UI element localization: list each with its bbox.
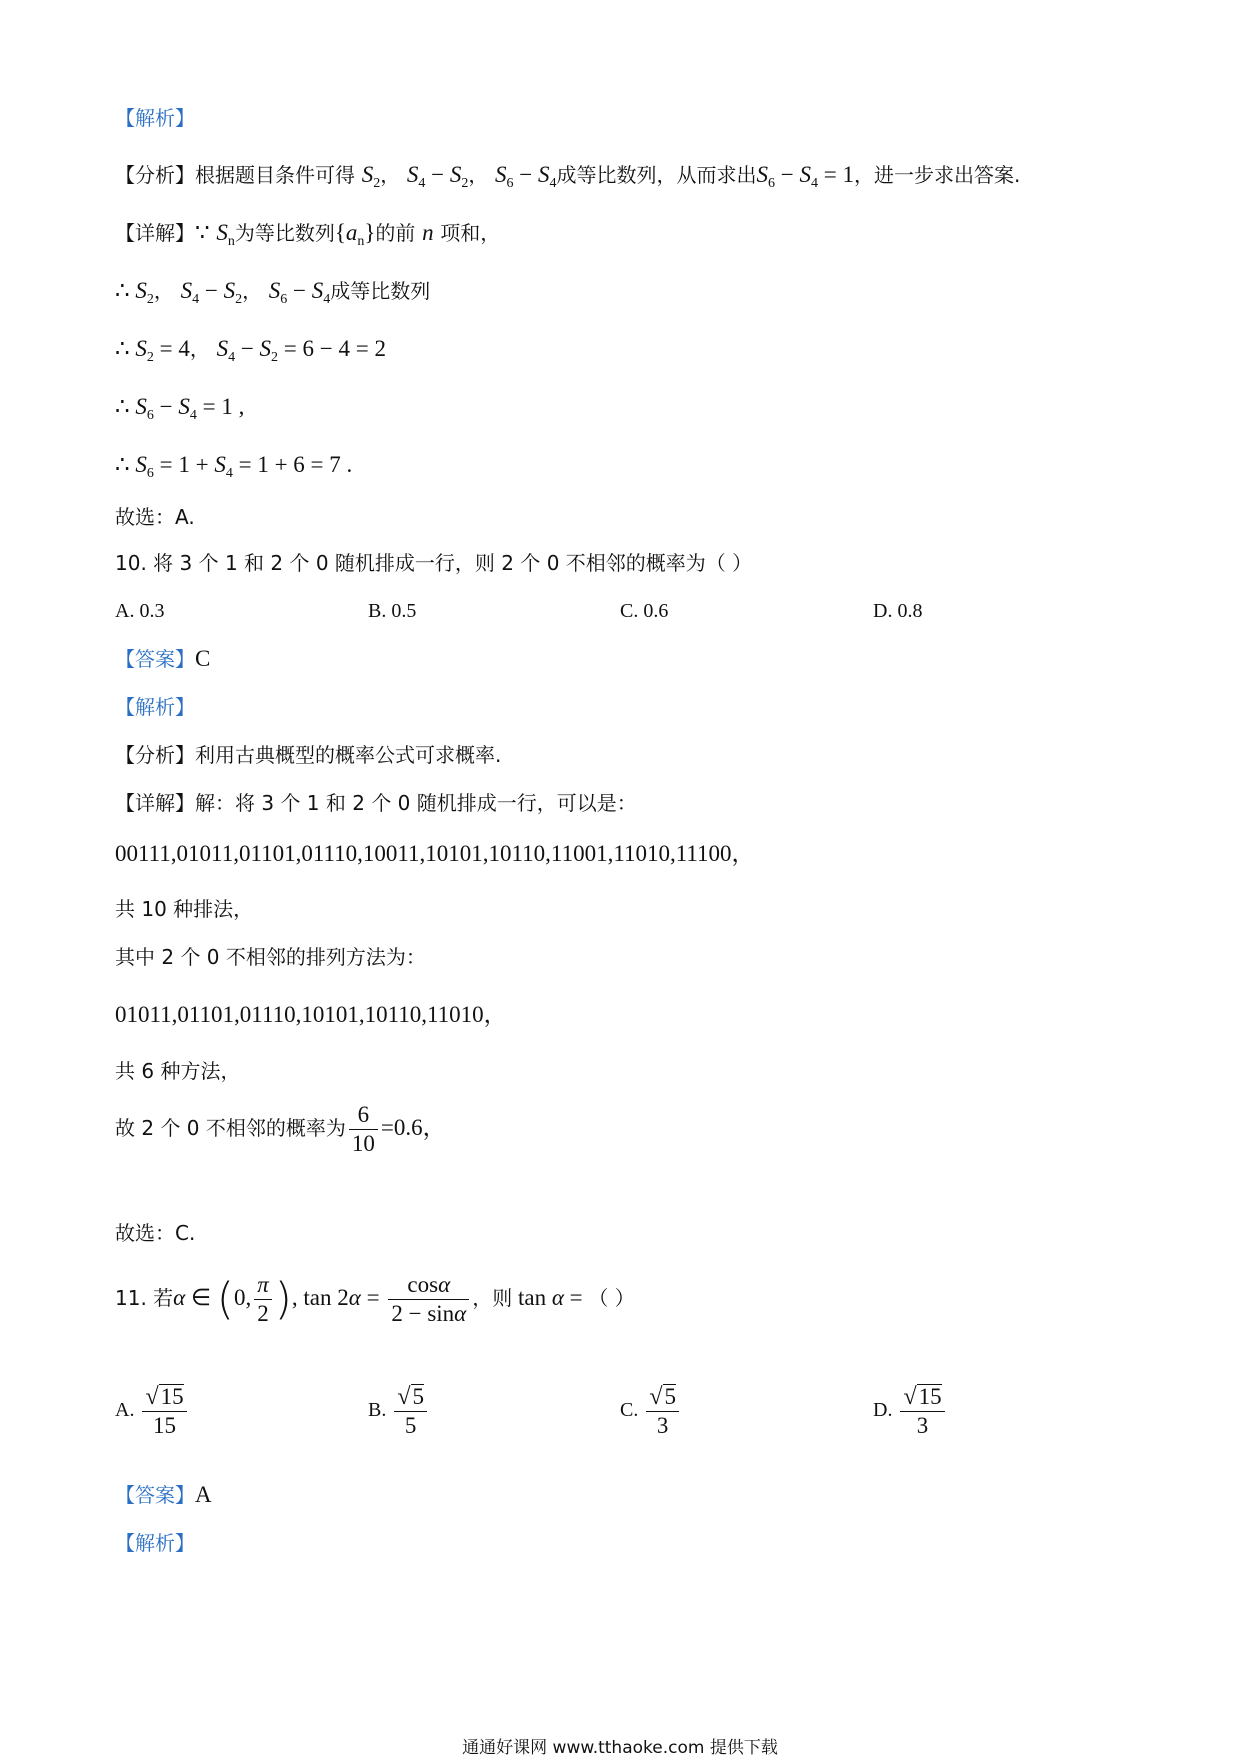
xiangjie-text-2: 为等比数列 — [234, 221, 335, 245]
prob-num: 6 — [357, 1102, 370, 1127]
q11-option-a-den: 15 — [142, 1411, 186, 1440]
q10-list-good: 01011,01101,01110,10101,10110,11010， — [115, 1002, 507, 1027]
q11-option-d-rad: 15 — [918, 1383, 942, 1409]
step-1-text: 成等比数列 — [330, 279, 431, 303]
q10-total: 共 10 种排法， — [115, 897, 254, 921]
q11-option-c-label: C. — [620, 1399, 639, 1421]
fenxi-text-2: 成等比数列，从而求出 — [556, 163, 757, 187]
q11-option-d-label: D. — [873, 1399, 893, 1421]
q9-step-2: ∴ $S_2 = 4$， $S_4 - S_2 = 6 - 4 = 2$ — [115, 336, 386, 365]
prob-value: =0.6， — [380, 1115, 446, 1140]
q9-step-1: ∴ $S_2$， $S_4 - S_2$， $S_6 - S_4$成等比数列 — [115, 278, 431, 307]
q11-option-a-rad: 15 — [160, 1383, 184, 1409]
daan-tag: 【答案】 — [115, 1483, 195, 1507]
jiexi-heading-3 — [115, 1528, 195, 1558]
fenxi-tag: 【分析】 — [115, 163, 195, 187]
daan-tag: 【答案】 — [115, 647, 195, 671]
fenxi-text-3: ，进一步求出答案. — [854, 163, 1021, 187]
q11-option-a-label: A. — [115, 1399, 135, 1421]
prob-den: 10 — [349, 1129, 378, 1158]
q11-option-b-den: 5 — [394, 1411, 427, 1440]
q10-good-count: 共 6 种方法， — [115, 1059, 241, 1083]
fenxi-text: 根据题目条件可得 — [195, 163, 355, 187]
q10-option-c: C. 0.6 — [620, 600, 669, 622]
q11-blank: （ ） — [588, 1286, 635, 1310]
q11-option-c: C. $\frac{√5}{3}$ — [620, 1380, 682, 1440]
xiangjie-tag: 【详解】 — [115, 791, 195, 815]
q10-conclusion: 故选：C. — [115, 1221, 196, 1245]
q11-ask: ，则 — [472, 1286, 513, 1310]
q9-fenxi: 【分析】根据题目条件可得 $S_2$， $S_4 - S_2$， $S_6 - S_4$成等比数列，从而求出$S_6 - S_4 = 1$，进一步求出答案. — [115, 162, 1021, 191]
xiangjie-tag: 【详解】 — [115, 221, 195, 245]
q11-option-c-rad: 5 — [664, 1383, 677, 1409]
q11-option-d: D. $\frac{√15}{3}$ — [873, 1380, 948, 1440]
jiexi-tag: 【解析】 — [115, 695, 195, 719]
q10-probability — [115, 1098, 446, 1158]
q10-xiangjie — [115, 788, 637, 818]
prob-fraction — [349, 1101, 378, 1158]
q11-option-b: B. $\frac{√5}{5}$ — [368, 1380, 430, 1440]
q10-answer — [115, 644, 210, 674]
page-footer: 通通好课网 www.tthaoke.com 提供下载 — [462, 1738, 778, 1758]
q10-option-b: B. 0.5 — [368, 600, 417, 622]
q11-option-b-label: B. — [368, 1399, 387, 1421]
prob-text: 故 2 个 0 不相邻的概率为 — [115, 1116, 346, 1140]
q10-fenxi — [115, 740, 501, 770]
jiexi-heading-2 — [115, 692, 195, 722]
q9-step-3: ∴ $S_6 - S_4 = 1$ , — [115, 394, 245, 423]
q11-answer — [115, 1480, 212, 1510]
q11-answer-value: A — [195, 1482, 212, 1507]
xiangjie-text-4: 项和， — [440, 221, 501, 245]
q10-fenxi-text: 利用古典概型的概率公式可求概率. — [195, 743, 502, 767]
q11-option-c-den: 3 — [646, 1411, 679, 1440]
xiangjie-text-3: 的前 — [375, 221, 416, 245]
q10-list-all: 00111,01011,01101,01110,10011,10101,10110,11001,11010,11100， — [115, 841, 755, 866]
q10-option-a: A. 0.3 — [115, 600, 165, 622]
q9-xiangjie: 【详解】∵ $S_n$为等比数列$\{a_n\}$的前 n 项和， — [115, 220, 501, 249]
q10-xiangjie-text: 解：将 3 个 1 和 2 个 0 随机排成一行，可以是： — [195, 791, 637, 815]
q9-step-4: ∴ $S_6 = 1 + S_4 = 1 + 6 = 7$ . — [115, 452, 353, 481]
fenxi-tag: 【分析】 — [115, 743, 195, 767]
jiexi-tag: 【解析】 — [115, 1531, 195, 1555]
q11-option-b-rad: 5 — [412, 1383, 425, 1409]
jiexi-tag: 【解析】 — [115, 106, 195, 130]
q10-answer-value: C — [195, 646, 211, 671]
q11-number: 11. 若 — [115, 1286, 174, 1310]
jiexi-heading-1 — [115, 103, 195, 133]
q11-option-d-den: 3 — [900, 1411, 944, 1440]
q9-answer: 故选：A. — [115, 505, 195, 529]
q10-question: 10. 将 3 个 1 和 2 个 0 随机排成一行，则 2 个 0 不相邻的概率为（ ） — [115, 551, 753, 575]
q11-question: 11. 若α ∈ (0, $\frac{\pi}{2}$ ), tan 2α = $\frac{\cos\alpha}{2 - \sin\alpha}$ ，则 tan α = （ ） — [115, 1272, 635, 1326]
q10-option-d: D. 0.8 — [873, 600, 923, 622]
because-symbol: ∵ — [195, 220, 210, 245]
q10-sub-intro: 其中 2 个 0 不相邻的排列方法为： — [115, 945, 426, 969]
q11-option-a: A. $\frac{√15}{15}$ — [115, 1380, 190, 1440]
